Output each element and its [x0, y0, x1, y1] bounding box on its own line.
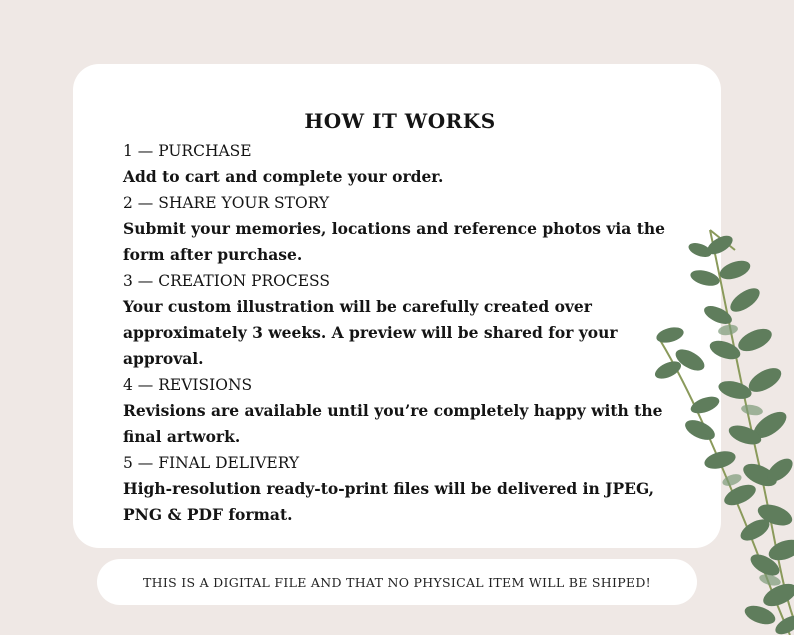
step-item — [123, 138, 677, 190]
step-heading: 4 — REVISIONS — [123, 376, 253, 394]
step-heading: 3 — CREATION PROCESS — [123, 272, 331, 290]
page-title: HOW IT WORKS — [304, 109, 496, 133]
digital-file-notice — [97, 559, 697, 605]
step-item — [123, 268, 677, 372]
step-heading: 1 — PURCHASE — [123, 142, 252, 160]
step-heading: 2 — SHARE YOUR STORY — [123, 194, 330, 212]
step-item — [123, 190, 677, 268]
step-heading: 5 — FINAL DELIVERY — [123, 454, 300, 472]
steps-list — [123, 138, 677, 528]
notice-text: THIS IS A DIGITAL FILE AND THAT NO PHYSICAL ITEM WILL BE SHIPED! — [143, 574, 651, 590]
step-description: High-resolution ready-to-print files will be delivered in JPEG, PNG & PDF format. — [123, 479, 655, 524]
step-item — [123, 372, 677, 450]
step-description: Add to cart and complete your order. — [123, 167, 444, 186]
step-description: Submit your memories, locations and reference photos via the form after purchase. — [123, 219, 666, 264]
eucalyptus-branch-icon — [640, 220, 794, 635]
how-it-works-card — [73, 64, 721, 548]
step-description: Your custom illustration will be carefully created over approximately 3 weeks. A preview will be shared for your approval. — [123, 297, 618, 368]
step-description: Revisions are available until you’re completely happy with the final artwork. — [123, 401, 663, 446]
step-item — [123, 450, 677, 528]
